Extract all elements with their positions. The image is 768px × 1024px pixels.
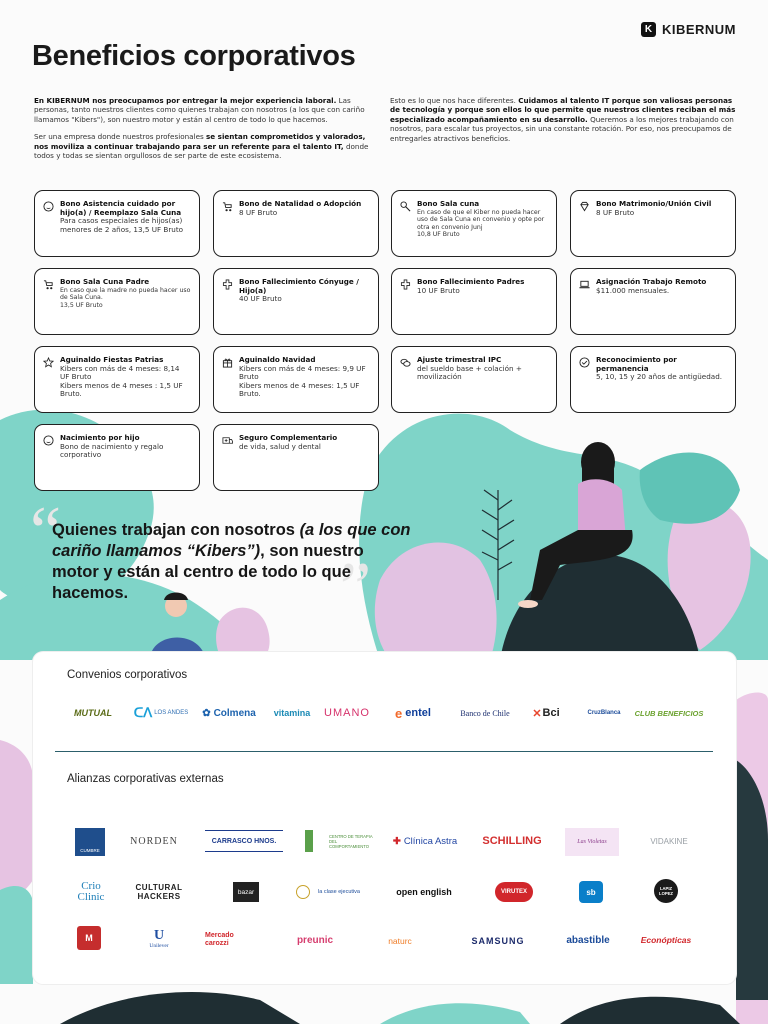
benefit-desc: 5, 10, 15 y 20 años de antigüedad. [596,372,723,382]
benefit-card [570,346,736,413]
logo-text: Colmena [213,707,256,719]
cross-icon [222,279,233,290]
quote-text [52,520,412,604]
entel-icon: e [395,705,403,721]
benefit-title: Nacimiento por hijo [60,433,140,442]
logo-schilling: SCHILLING [482,835,542,847]
quote-part: , son nuestro motor y están al centro de todo lo que hacemos. [52,542,364,602]
logo-mercado-carozzi: Mercado carozzi [205,932,234,947]
intro-bold: se sientan comprometidos y valorados, nos moviliza a continuar trabajando para ser un referente para el talento IT, [34,132,366,151]
benefit-desc: Para casos especiales de hijos(as) menores de 2 años, 13,5 UF Bruto [60,216,184,234]
benefit-title: Bono Fallecimiento Padres [417,277,525,286]
close-quote-decoration: ” [340,549,372,626]
face-icon [43,435,54,446]
colmena-icon: ✿ [202,707,211,719]
benefit-title: Ajuste trimestral IPC [417,355,502,364]
intro-text: Queremos a los mejores trabajando con nosotros, para escalar tus proyectos, sin una constante rotación. Por eso, nos preocupamos de entregarles atractivos beneficios. [390,114,734,143]
intro-paragraph-3 [390,96,736,143]
logo-terapia: CENTRO DE TERAPIA DEL COMPORTAMIENTO [305,830,375,852]
benefit-title: Reconocimiento por permanencia [596,355,677,373]
logo-sb: sb [579,881,603,903]
logo-club-beneficios: CLUB BENEFICIOS [634,708,704,718]
benefit-card [34,346,200,413]
benefit-desc: 13,5 UF Bruto [60,301,103,309]
benefit-title: Bono Sala Cuna Padre [60,277,150,286]
logo-cumbre: CUMBRE [75,828,105,856]
face-icon [43,201,54,212]
logo-bazar: bazar [233,882,259,902]
logo-unilever [139,926,179,952]
gift-icon [222,357,233,368]
logo-open-english: open english [396,887,452,897]
astra-cross-icon: ✚ [392,835,401,847]
benefit-desc: 8 UF Bruto [596,207,635,217]
intro-bold: Cuidamos al talento IT porque son valiosas personas de tecnología y porque son ellos lo que permite que nuestros clientes reciban el más especializado acompañamiento en su desarrollo. [390,96,736,124]
logo-banco-de-chile: Banco de Chile [460,708,510,718]
logo-crio-clinic: Crio Clinic [77,880,105,903]
benefit-desc: 10,8 UF Bruto [417,231,460,239]
benefit-title: Bono Fallecimiento Cónyuge / Hijo(a) [239,277,359,295]
check-circle-icon [579,357,590,368]
logo-text: Unilever [149,943,169,949]
benefit-title: Bono Asistencia cuidado por hijo(a) / Reemplazo Sala Cuna [60,199,182,217]
logo-las-violetas: Las Violetas [565,828,619,856]
benefit-card [570,268,736,335]
benefit-desc: Kibers con más de 4 meses: 9,9 UF Bruto [239,363,366,382]
intro-text: Esto es lo que nos hace diferentes. [390,96,519,105]
benefit-card [213,424,379,491]
benefit-card [213,190,379,257]
benefit-title: Bono Sala cuna [417,199,480,208]
benefit-desc: En caso de que el Kiber no pueda hacer uso de Sala Cuna en convenio y opte por otra en convenio Junj [417,208,545,231]
logo-samsung: SAMSUNG [471,936,525,946]
benefit-card [34,424,200,491]
logo-econopticas: Econópticas [640,935,692,945]
open-quote-decoration: “ [30,493,62,570]
stroller-icon [222,201,233,212]
logo-abastible: abastible [566,934,610,946]
diamond-icon [579,201,590,212]
logo-text: Bci [542,707,560,719]
intro-text: Ser una empresa donde nuestros profesionales [34,132,207,142]
intro-right [390,96,736,151]
rattle-icon [400,201,411,212]
logo-norden: NORDEN [130,835,178,847]
coins-icon [400,357,411,368]
benefit-desc: 10 UF Bruto [417,285,460,295]
logo-cultural-hackers: CULTURAL HACKERS [135,883,183,901]
quote-part: Quienes trabajan con nosotros [52,521,300,539]
benefit-title: Bono Matrimonio/Unión Civil [596,199,712,208]
logo-los-andes: ᑕᐱ LOS ANDES [133,705,189,720]
intro-text: Las personas, tanto nuestros clientes como quienes trabajan con nosotros (a los que con cariño llamamos "Kibers"), son nuestro motor y están al centro de todo lo que hacemos. [34,96,365,124]
logo-virutex: VIRUTEX [495,882,533,902]
logo-text: Clínica Astra [403,835,458,847]
ambulance-icon [222,435,233,446]
benefit-title: Seguro Complementario [239,433,338,442]
unilever-icon: U [153,928,165,943]
teal-blob [0,886,33,984]
benefit-desc: $11.000 mensuales. [596,285,670,295]
benefit-desc: Kibers menos de 4 meses: 1,5 UF Bruto. [239,380,360,399]
section-divider [55,751,713,752]
logo-lapiz-lopez: LAPIZ LOPEZ [654,879,678,903]
logo-la-clase [293,880,363,904]
logo-text: la clase ejecutiva [318,889,360,895]
benefit-card [213,268,379,335]
star-icon [43,357,54,368]
benefit-card [391,346,557,413]
benefit-card [391,268,557,335]
logo-carrasco: CARRASCO HNOS. [205,830,283,852]
dark-rock [560,997,740,1024]
benefit-card [391,190,557,257]
brand-name: KIBERNUM [661,22,736,37]
benefit-desc: 8 UF Bruto [239,207,278,217]
logo-naturc: naturc [388,936,412,946]
stroller-icon [43,279,54,290]
benefit-card [570,190,736,257]
benefit-card [213,346,379,413]
benefit-desc: Bono de nacimiento y regalo corporativo [60,441,164,460]
benefit-desc: del sueldo base + colación + movilización [417,363,522,382]
benefit-title: Bono de Natalidad o Adopción [239,199,362,208]
logo-vitamina: vitamina [273,708,311,718]
pink-blob [0,740,33,905]
logo-clinica-astra [385,830,465,852]
logo-text: entel [405,707,431,719]
partners-panel [33,652,736,984]
logo-bci: ✕ Bci [532,707,560,720]
benefit-title: Aguinaldo Navidad [239,355,316,364]
logo-cruzblanca: CruzBlanca [587,710,621,716]
benefit-card [34,190,200,257]
crest-icon [296,885,310,899]
benefit-desc: Kibers con más de 4 meses: 8,14 UF Bruto [60,363,180,382]
benefit-desc: 40 UF Bruto [239,294,282,304]
convenios-heading: Convenios corporativos [67,669,188,681]
logo-mutual: MUTUAL [74,708,112,718]
laptop-icon [579,279,590,290]
kibernum-logo-icon: K [641,22,656,37]
logo-vidakine: VIDAKINE [650,836,688,846]
benefit-card [34,268,200,335]
brand-logo [641,22,736,37]
intro-left [34,96,378,168]
logo-colmena [197,702,261,724]
benefit-title: Aguinaldo Fiestas Patrias [60,355,164,364]
intro-paragraph-1 [34,96,378,124]
logo-m: M [77,926,101,950]
benefit-title: Asignación Trabajo Remoto [596,277,707,286]
logo-entel [385,702,441,724]
benefit-desc: de vida, salud y dental [239,441,321,451]
benefit-desc: En caso que la madre no pueda hacer uso de Sala Cuna. [60,286,191,302]
quote-emphasis: (a los que con cariño llamamos “Kibers”) [52,521,411,560]
logo-umano: UMANO [324,707,370,719]
teal-blob [380,1003,530,1024]
alianzas-heading: Alianzas corporativas externas [67,773,224,785]
intro-paragraph-2 [34,132,378,160]
logo-text: LOS ANDES [154,710,189,716]
dark-rock [60,992,300,1024]
intro-text: donde todos y todas se sientan orgullosos de ser parte de este ecosistema. [34,141,369,161]
cross-icon [400,279,411,290]
page-title: Beneficios corporativos [32,40,356,72]
intro-bold: En KIBERNUM nos preocupamos por entregar la mejor experiencia laboral. [34,96,337,105]
benefit-desc: Kibers menos de 4 meses : 1,5 UF Bruto. [60,380,183,399]
logo-preunic: preunic [296,934,334,946]
